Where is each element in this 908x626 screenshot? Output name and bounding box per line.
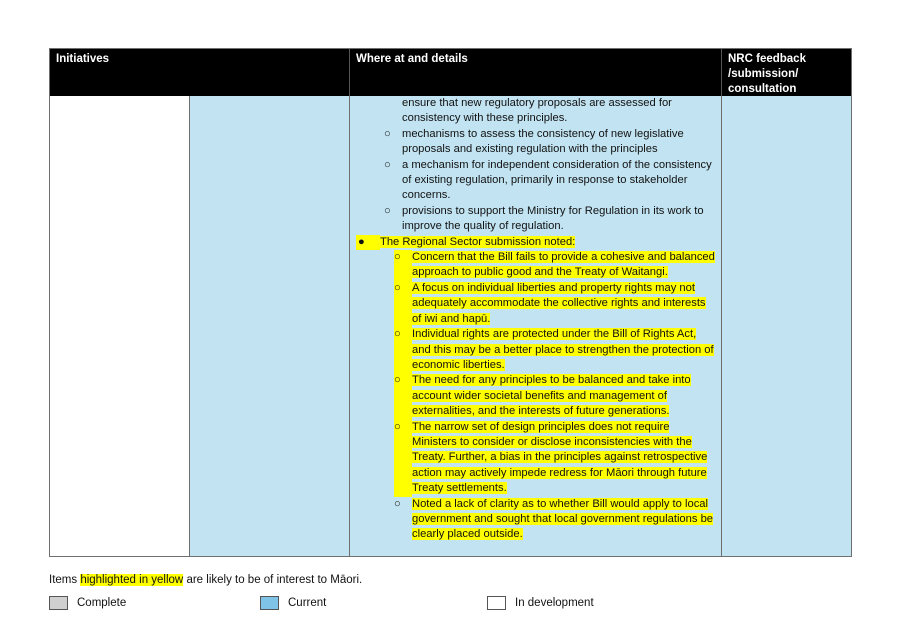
list-item: ○ provisions to support the Ministry for Regulation in its work to improve the quality of regulation. — [384, 204, 715, 235]
list-item: ○ A focus on individual liberties and property rights may not adequately accommodate the collective rights and interests of iwi and hapū. — [394, 281, 715, 327]
intro-continuation: ensure that new regulatory proposals are assessed for consistency with these principles. — [402, 97, 672, 125]
list-item: ○ Individual rights are protected under the Bill of Rights Act, and this may be a better place to strengthen the protection of economic liberties. — [394, 327, 715, 373]
header-where-at: Where at and details — [349, 49, 721, 100]
legend-in-development: In development — [487, 596, 594, 610]
list-item: ○ The need for any principles to be balanced and take into account wider societal benefits and management of externalities, and the interests of future generations. — [394, 373, 715, 419]
list-item — [356, 235, 715, 250]
circle-bullet-icon: ○ — [394, 373, 412, 419]
legend-current: Current — [260, 596, 326, 610]
disc-bullet-icon: ● — [356, 235, 380, 250]
cell-status — [189, 96, 349, 556]
circle-bullet-icon: ○ — [384, 127, 391, 140]
cell-initiative — [50, 96, 189, 556]
circle-bullet-icon: ○ — [384, 204, 391, 217]
circle-bullet-icon: ○ — [394, 281, 412, 327]
list-item: ○ mechanisms to assess the consistency of new legislative proposals and existing regulation with the principles — [384, 127, 715, 158]
list-item: ○ The narrow set of design principles does not require Ministers to consider or disclose inconsistencies with the Treaty. Further, a bias in the principles against retrospective action may actively impede redress for Māori through future Treaty settlements. — [394, 420, 715, 497]
header-initiatives: Initiatives — [56, 53, 110, 65]
status-legend — [49, 596, 689, 614]
circle-bullet-icon: ○ — [394, 497, 401, 510]
initiatives-table — [49, 48, 852, 557]
list-item: ○ Noted a lack of clarity as to whether Bill would apply to local government and sought that local government regulations be clearly placed outside. — [394, 497, 715, 543]
list-item: ○ Concern that the Bill fails to provide a cohesive and balanced approach to public good and the Treaty of Waitangi. — [394, 250, 715, 281]
circle-bullet-icon: ○ — [384, 158, 391, 171]
header-nrc-feedback: NRC feedback /submission/ consultation — [721, 49, 851, 100]
in-development-swatch — [487, 596, 506, 610]
legend-complete: Complete — [49, 596, 126, 610]
cell-nrc-feedback — [721, 96, 851, 556]
submission-heading: The Regional Sector submission noted: — [380, 235, 576, 248]
list-item: ○ a mechanism for independent consideration of the consistency of existing regulation, primarily in response to stakeholder concerns. — [384, 158, 715, 204]
highlight-note: Items highlighted in yellow are likely to be of interest to Māori. — [49, 574, 363, 586]
cell-details — [349, 96, 721, 556]
circle-bullet-icon: ○ — [394, 327, 412, 373]
highlight-sample: highlighted in yellow — [80, 574, 184, 586]
circle-bullet-icon: ○ — [394, 250, 412, 281]
circle-bullet-icon: ○ — [394, 420, 412, 497]
complete-swatch — [49, 596, 68, 610]
current-swatch — [260, 596, 279, 610]
table-row — [50, 96, 851, 556]
table-header — [50, 49, 851, 96]
